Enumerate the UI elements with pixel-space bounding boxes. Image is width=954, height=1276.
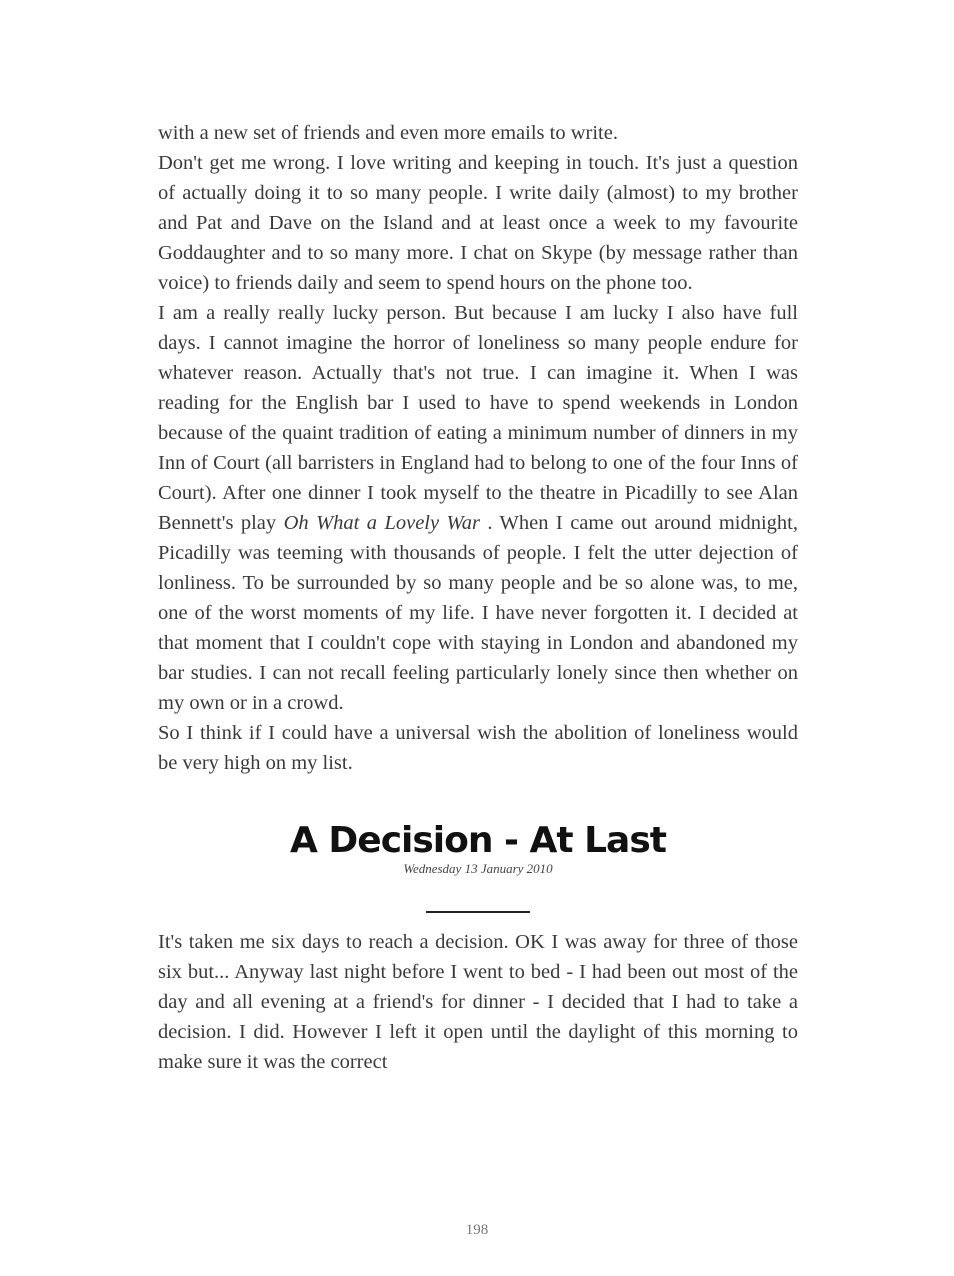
article-title: A Decision - At Last [290, 820, 666, 861]
body-paragraph: with a new set of friends and even more emails to write. [158, 122, 618, 144]
page-number: 198 [465, 1222, 489, 1238]
page-content [158, 118, 798, 1077]
article-date: Wednesday 13 January 2010 [403, 861, 553, 876]
body-paragraph: So I think if I could have a universal wish the abolition of loneliness would be very high on my list. [158, 722, 798, 774]
play-title: Oh What a Lovely War [283, 512, 480, 534]
article-paragraph: It's taken me six days to reach a decision. OK I was away for three of those six but... Anyway last night before I went to bed - I had been out most of the day and all evening at a friend's for dinner - I decided that I had to take a decision. I did. However I left it open until the daylight of this morning to make sure it was the correct [158, 931, 798, 1073]
body-paragraph: Don't get me wrong. I love writing and keeping in touch. It's just a question of actually doing it to so many people. I write daily (almost) to my brother and Pat and Dave on the Island and at least once a week to my favourite Goddaughter and to so many more. I chat on Skype (by message rather than voice) to friends daily and seem to spend hours on the phone too. [158, 152, 798, 294]
paragraph-text: I am a really really lucky person. But because I am lucky I also have full days. I cannot imagine the horror of loneliness so many people endure for whatever reason. Actually that's not true. I can imagine it. When I was reading for the English bar I used to have to spend weekends in London because of the quaint tradition of eating a minimum number of dinners in my Inn of Court (all barristers in England had to belong to one of the four Inns of Court). After one dinner I took myself to the theatre in Picadilly to see Alan Bennett's play [158, 302, 798, 534]
paragraph-text: . When I came out around midnight, Picadilly was teeming with thousands of people. I felt the utter dejection of lonliness. To be surrounded by so many people and be so alone was, to me, one of the worst moments of my life. I have never forgotten it. I decided at that moment that I couldn't cope with staying in London and abandoned my bar studies. I can not recall feeling particularly lonely since then whether on my own or in a crowd. [158, 512, 798, 714]
body-paragraph [158, 298, 798, 718]
title-separator [426, 911, 530, 913]
